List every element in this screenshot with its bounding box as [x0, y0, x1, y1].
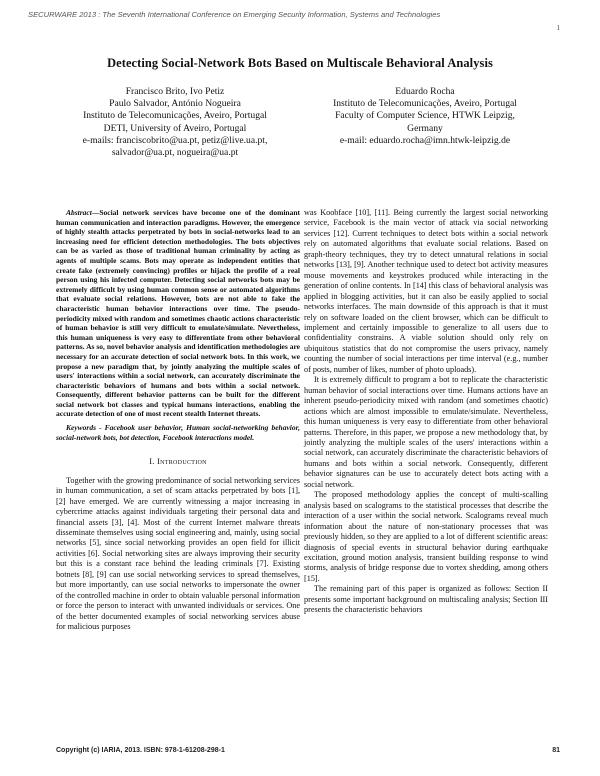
section-heading-introduction: I. Introduction [149, 457, 207, 467]
author-block-left [50, 86, 300, 159]
paper-title: Detecting Social-Network Bots Based on Multiscale Behavioral Analysis [107, 56, 493, 70]
footer-copyright: Copyright (c) IARIA, 2013. ISBN: 978-1-61208-298-1 [56, 747, 225, 754]
author-left-line-2: Paulo Salvador, António Nogueira [109, 98, 241, 110]
author-left-line-4: DETI, University of Aveiro, Portugal [103, 122, 247, 134]
author-right-line-3: Faculty of Computer Science, HTWK Leipzig, [335, 110, 515, 122]
author-left-line-5: e-mails: franciscobrito@ua.pt, petiz@live.ua.pt, [82, 134, 268, 146]
abstract-label: Abstract [66, 208, 92, 217]
author-left-line-6: salvador@ua.pt, nogueira@ua.pt [111, 147, 239, 159]
author-right-line-5: e-mail: eduardo.rocha@imn.htwk-leipzig.de [339, 134, 511, 146]
left-column [56, 208, 300, 633]
right-paragraph-2: It is extremely difficult to program a bot to replicate the characteristic human behavior of social interactions over time. Humans actions have an inherent pseudo-periodicity mixed with random (and sometimes chaotic) actions which are almost impossible to emulate/simulate. Nevertheless, this human uniqueness is very easy to differentiate from other behavioral patterns. Therefore, in this paper, we propose a new methodology that, by jointly analyzing the multiple scales of the users' interactions within a social network, can accurately discriminate the characteristic behaviors of humans and bots within a social network. Consequently, different behavior signatures can be use to accurately detect bots acting with a social network. [304, 375, 548, 489]
right-paragraph-3: The proposed methodology applies the concept of multi-scalling analysis based on scalograms to the statistical processes that describe the interaction of a user within the social network. Scalograms reveal much information about the nature of non-stationary processes that was previously hidden, so they are applied to a lot of different scientific areas: diagnosis of special events in structural behavior during earthquake excitation, ground motion analysis, transient building response to wind storms, analysis of bridge response due to vortex shedding, among others [15]. [304, 490, 548, 583]
author-right-line-1: Eduardo Rocha [395, 86, 455, 97]
author-right-line-4: Germany [407, 122, 443, 134]
keywords: Keywords - Facebook user behavior, Human social-networking behavior, social-network bots, bot detection, Facebook interactions model. [56, 423, 300, 442]
top-page-number: 1 [556, 24, 560, 32]
conference-header: SECURWARE 2013 : The Seventh International Conference on Emerging Security Information, Systems and Technologies [28, 10, 441, 19]
footer-page-number: 81 [552, 747, 560, 754]
author-left-line-3: Instituto de Telecomunicações, Aveiro, Portugal [83, 110, 267, 122]
author-block-right [305, 86, 545, 147]
intro-paragraph: Together with the growing predominance of social networking services in human communication, a set of scam attacks perpetrated by bots [1], [2] have emerged. We are currently witnessing a major increasing in cybercrime attacks against individuals targeting their personal data and financial assets [3], [4]. Most of the current Internet malware threats disseminate themselves using social engineering and, mainly, using social networks [5], since social networking provides an open field for illicit activities [6]. Social networking sites are always improving their security but this is a constant race behind the leading criminals [7]. Existing botnets [8], [9] can use social networking services to spread themselves, but more importantly, can use social networks to impersonate the owner of the controlled machine in order to obtain valuable personal information or force the person to interact with unwanted individuals or services. One of the better documented examples of social networking services abuse for malicious purposes [56, 475, 300, 632]
right-paragraph-4: The remaining part of this paper is organized as follows: Section II presents some important background on multiscaling analysis; Section III presents the characteristic behaviors [304, 584, 548, 615]
abstract [56, 208, 300, 419]
author-right-line-2: Instituto de Telecomunicações, Aveiro, Portugal [333, 98, 517, 110]
abstract-text: —Social network services have become one of the dominant human communication and interaction paradigms. However, the emergence of highly stealth attacks perpetrated by bots in social-networks lead to an increasing need for efficient detection methodologies. The bots objectives can be as varied as those of traditional human criminality by acting as agents of multiple scams. Bots may operate as independent entities that create fake (extremely convincing) profiles or hijack the profile of a real person using his infected computer. Detecting social networks bots may be extremely difficult by using human common sense or automated algorithms that evaluate social relations. However, bots are not able to fake the characteristic human behavior interactions over time. The pseudo-periodicity mixed with random and sometimes chaotic actions characteristic of human behavior is still very difficult to emulate/simulate. Nevertheless, this human uniqueness is very easy to differentiate from other behavioral patterns. As so, novel behavior analysis and identification methodologies are necessary for an accurate detection of social network bots. In this work, we propose a new paradigm that, by jointly analyzing the multiple scales of users' interactions within a social network, can accurately discriminate the characteristic behaviors of humans and bots within a social network. Consequently, different behavior patterns can be built for the different social network bot classes and typical humans interactions, enabling the accurate detection of one of most recent stealth Internet threats. [56, 208, 300, 419]
right-paragraph-1: was Koobface [10], [11]. Being currently the largest social networking service, Facebook is the main vector of attack via social networking services [12]. Current techniques to detect bots within a social network rely on automated algorithms that evaluate social relations. Based on graph-theory techniques, they try to detect unnatural relations in social networks [13], [9]. Another technique used to detect bot activity measures mouse movements and keystrokes produced while interacting in the generation of online contents. In [14] this class of behavioral analysis was applied in blogging activities, but it can also be easily applied to social networks interfaces. The main downside of this approach is that it must rely on software loaded on the client browser, which can be difficult to implement and certainly impossible to generalize to all users due to confidentiality constrains. A viable solution should only rely on ubiquitous statistics that do not compromise the users privacy, namely counting the number of social interactions per time interval (e.g., number of posts, number of likes, number of photo uploads). [304, 208, 548, 374]
right-column [304, 208, 548, 616]
author-left-line-1: Francisco Brito, Ivo Petiz [125, 86, 225, 97]
